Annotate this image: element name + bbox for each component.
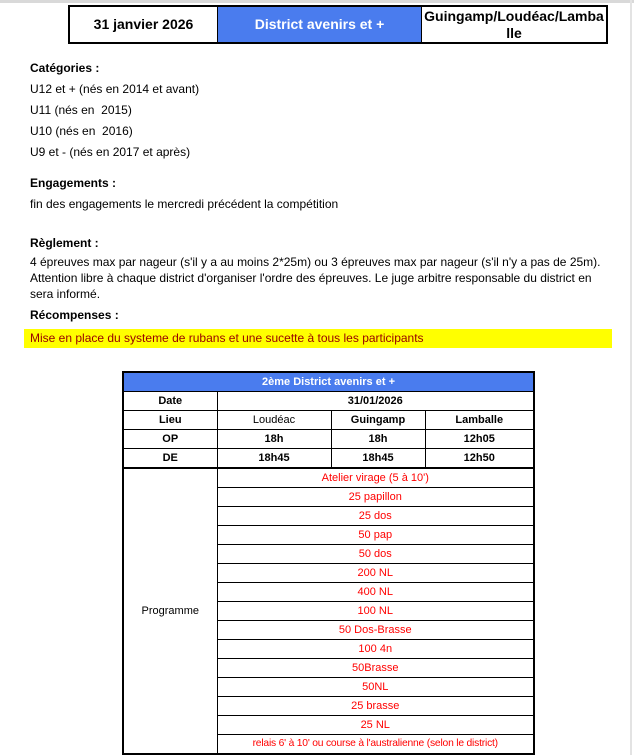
programme-event: 25 papillon (217, 488, 534, 507)
category-item: U12 et + (nés en 2014 et avant) (30, 82, 200, 96)
programme-label: Programme (123, 468, 217, 754)
programme-event: 50Brasse (217, 659, 534, 678)
schedule-title-row (123, 372, 534, 392)
de-cell: 18h45 (331, 449, 425, 469)
de-cell: 18h45 (217, 449, 331, 469)
lieu-row-label: Lieu (123, 411, 217, 430)
programme-event: 25 NL (217, 716, 534, 735)
programme-event: 25 dos (217, 507, 534, 526)
lieu-row (123, 411, 534, 430)
page-right-edge (630, 0, 632, 755)
category-item: U9 et - (nés en 2017 et après) (30, 145, 191, 159)
event-date: 31 janvier 2026 (93, 16, 194, 33)
programme-event: 50NL (217, 678, 534, 697)
reglement-line: 4 épreuves max par nageur (s'il y a au moins 2*25m) ou 3 épreuves max par nageur (s'il n'y a pas de 25m). (30, 255, 601, 269)
programme-event: 50 dos (217, 545, 534, 564)
op-cell: 18h (217, 430, 331, 449)
programme-event: 50 pap (217, 526, 534, 545)
de-row (123, 449, 534, 469)
document-body (30, 58, 614, 348)
programme-event: Atelier virage (5 à 10') (217, 468, 534, 488)
page-top-edge (0, 0, 634, 3)
programme-event: 400 NL (217, 583, 534, 602)
op-row-label: OP (123, 430, 217, 449)
schedule-table (122, 371, 535, 755)
recompenses-highlight-banner: Mise en place du systeme de rubans et une sucette à tous les participants (24, 329, 612, 348)
event-title: District avenirs et + (254, 16, 385, 33)
category-item: U11 (nés en 2015) (30, 103, 132, 117)
programme-event: 25 brasse (217, 697, 534, 716)
op-row (123, 430, 534, 449)
programme-event-row (123, 468, 534, 488)
header-date-cell (70, 7, 217, 42)
op-cell: 12h05 (425, 430, 534, 449)
engagements-text: fin des engagements le mercredi précédent la compétition (30, 197, 339, 211)
op-cell: 18h (331, 430, 425, 449)
recompenses-label: Récompenses : (30, 308, 119, 322)
lieu-cell: Lamballe (425, 411, 534, 430)
de-cell: 12h50 (425, 449, 534, 469)
header-locations-cell (422, 7, 606, 42)
reglement-label: Règlement : (30, 236, 99, 250)
programme-event: relais 6' à 10' ou course à l'australienne (selon le district) (217, 735, 534, 755)
programme-event: 100 4n (217, 640, 534, 659)
schedule-title: 2ème District avenirs et + (123, 372, 534, 392)
categories-label: Catégories : (30, 61, 100, 75)
reglement-line: Attention libre à chaque district d'organiser l'ordre des épreuves. Le juge arbitre responsable du district en sera informé. (30, 271, 592, 301)
date-row-label: Date (123, 392, 217, 411)
header-title-cell (217, 7, 422, 42)
engagements-label: Engagements : (30, 176, 117, 190)
de-row-label: DE (123, 449, 217, 469)
programme-event: 100 NL (217, 602, 534, 621)
programme-event: 50 Dos-Brasse (217, 621, 534, 640)
event-header-table (68, 5, 608, 44)
event-locations: Guingamp/Loudéac/Lamballe (424, 8, 604, 41)
programme-event: 200 NL (217, 564, 534, 583)
date-row-value: 31/01/2026 (217, 392, 534, 411)
lieu-cell: Loudéac (217, 411, 331, 430)
date-row (123, 392, 534, 411)
lieu-cell: Guingamp (331, 411, 425, 430)
category-item: U10 (nés en 2016) (30, 124, 133, 138)
